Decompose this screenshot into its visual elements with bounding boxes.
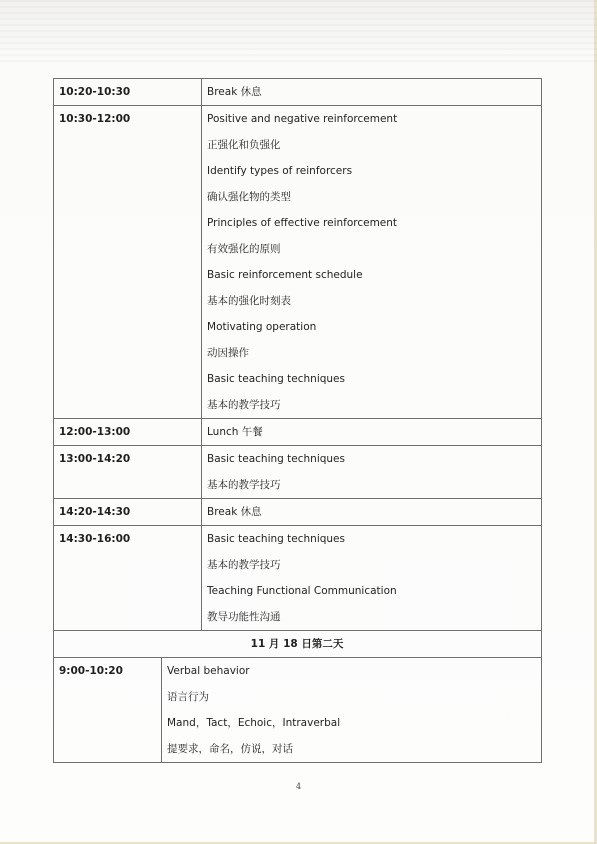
- activity-line: Break 休息: [207, 506, 262, 518]
- schedule-row: [54, 446, 542, 499]
- session-time: 12:00-13:00: [54, 419, 202, 446]
- schedule-row: [54, 526, 542, 631]
- schedule-table: [53, 78, 542, 763]
- session-activities: [202, 106, 542, 419]
- activity-line: Basic teaching techniques: [207, 533, 345, 545]
- session-time: 13:00-14:20: [54, 446, 202, 499]
- activity-line: Principles of effective reinforcement: [207, 217, 398, 229]
- schedule-row: [54, 658, 542, 763]
- activity-line: 基本的教学技巧: [207, 399, 281, 411]
- activity-line: 教导功能性沟通: [207, 611, 281, 623]
- day-header-row: [54, 631, 542, 658]
- activity-line: Identify types of reinforcers: [207, 165, 353, 177]
- activity-line: 正强化和负强化: [207, 139, 281, 151]
- day-header: 11 月 18 日第二天: [54, 631, 542, 658]
- activity-line: Positive and negative reinforcement: [207, 113, 398, 125]
- session-activities: [202, 526, 542, 631]
- schedule-row: [54, 419, 542, 446]
- schedule-row: [54, 79, 542, 106]
- scan-shadow: [0, 0, 597, 62]
- activity-line: Break 休息: [207, 86, 262, 98]
- activity-line: 基本的教学技巧: [207, 559, 281, 571]
- session-time: 14:30-16:00: [54, 526, 202, 631]
- session-activities: [202, 79, 542, 106]
- activity-line: 基本的教学技巧: [207, 479, 281, 491]
- session-time: 9:00-10:20: [54, 658, 162, 763]
- activity-line: Basic teaching techniques: [207, 373, 345, 385]
- session-activities: [162, 658, 542, 763]
- activity-line: 动因操作: [207, 347, 250, 359]
- session-activities: [202, 446, 542, 499]
- activity-line: Teaching Functional Communication: [207, 585, 397, 597]
- session-time: 14:20-14:30: [54, 499, 202, 526]
- activity-line: 语言行为: [167, 691, 209, 703]
- session-activities: [202, 419, 542, 446]
- activity-line: 基本的强化时刻表: [207, 295, 292, 307]
- activity-line: 有效强化的原则: [207, 243, 281, 255]
- activity-line: 确认强化物的类型: [207, 191, 292, 203]
- session-activities: [202, 499, 542, 526]
- activity-line: Mand，Tact，Echoic，Intraverbal: [167, 717, 341, 729]
- page-number: 4: [295, 782, 302, 791]
- activity-line: 提要求，命名，仿说，对话: [167, 743, 293, 755]
- activity-line: Verbal behavior: [167, 665, 250, 677]
- schedule-row: [54, 106, 542, 419]
- activity-line: Basic reinforcement schedule: [207, 269, 363, 281]
- activity-line: Basic teaching techniques: [207, 453, 345, 465]
- activity-line: Motivating operation: [207, 321, 317, 333]
- session-time: 10:30-12:00: [54, 106, 202, 419]
- session-time: 10:20-10:30: [54, 79, 202, 106]
- schedule-row: [54, 499, 542, 526]
- activity-line: Lunch 午餐: [207, 426, 263, 438]
